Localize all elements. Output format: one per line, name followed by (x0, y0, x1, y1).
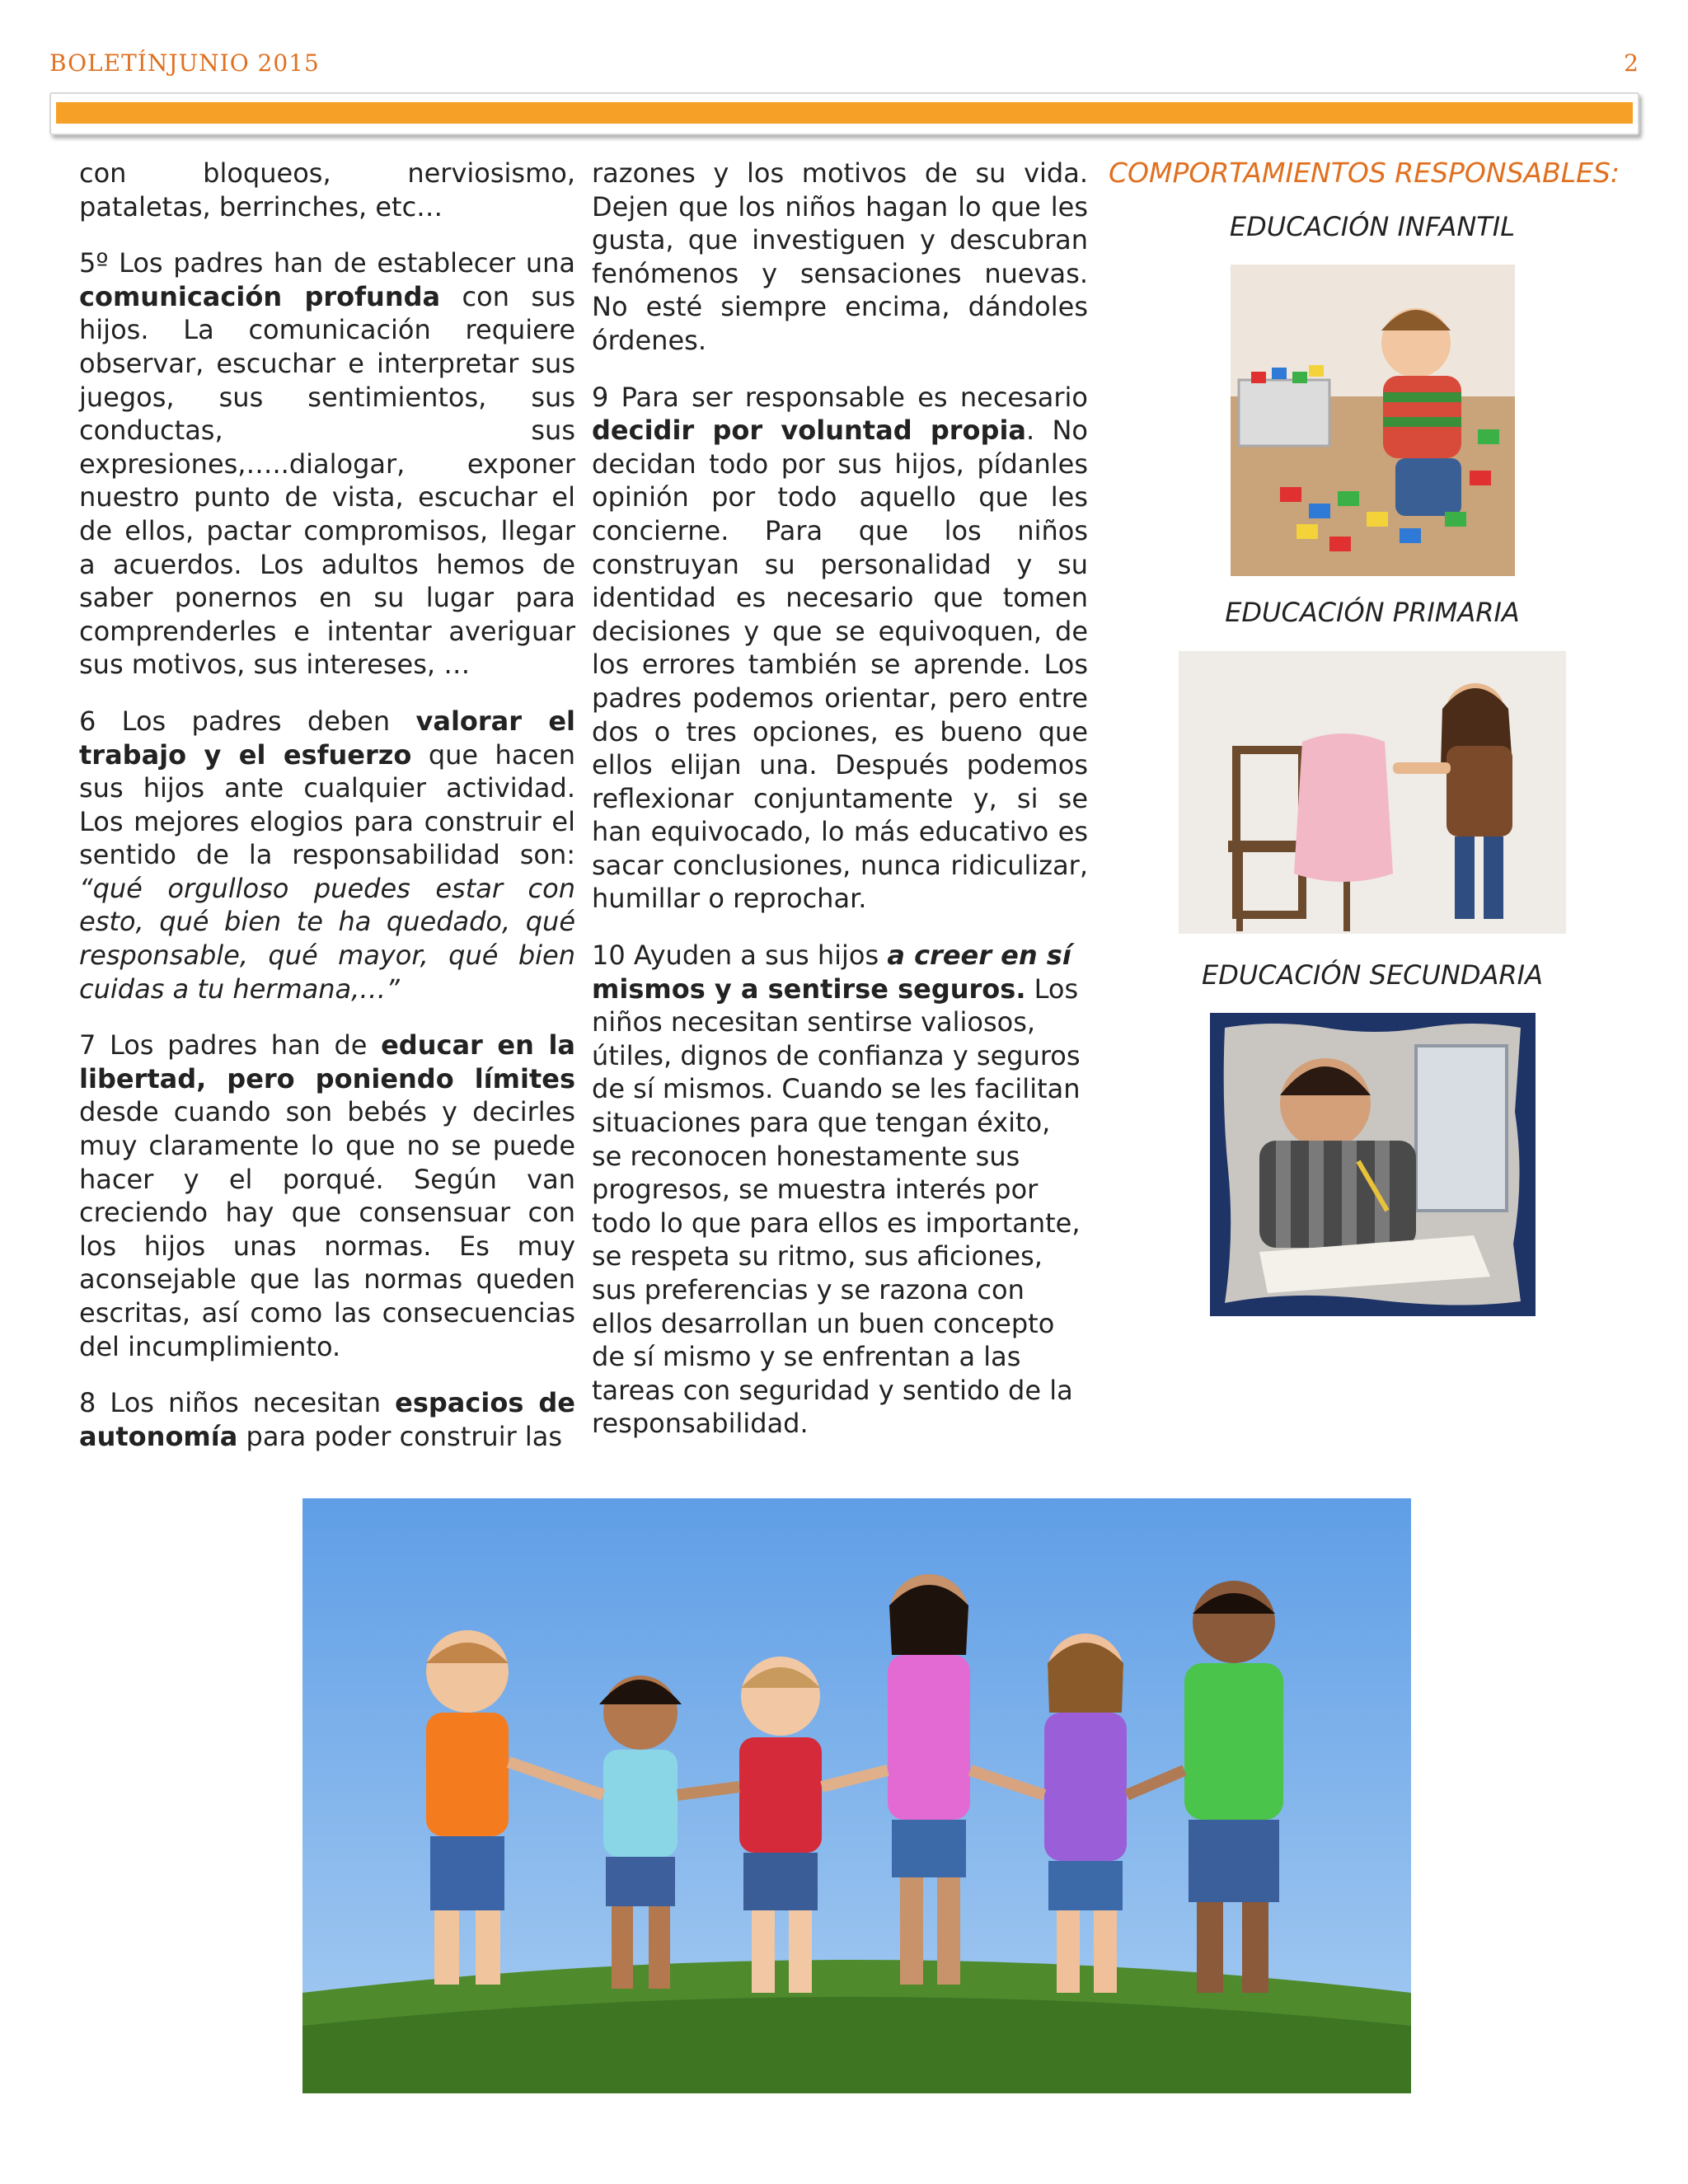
text-column-1 (79, 157, 575, 1476)
photo-child-blocks (1231, 265, 1515, 576)
label-primaria: EDUCACIÓN PRIMARIA (1225, 597, 1520, 629)
photo-children-running (302, 1498, 1411, 2093)
paragraph: 9 Para ser responsable es necesario decidir por voluntad propia. No decidan todo por sus hijos, pídanles opinión por todo aquello que les concierne. Para que los niños construyan su personalidad y su identidad es necesario que tomen decisiones y que se equivoquen, de los errores también se aprende. Los padres podemos orientar, pero entre dos o tres opciones, es bueno que ellos elijan una. Después podemos reflexionar conjuntamente y, si se han equivocado, lo más educativo es sacar conclusiones, nunca ridiculizar, humillar o reprochar. (592, 381, 1089, 915)
text-column-2 (592, 157, 1088, 1464)
header-bar (49, 92, 1639, 135)
paragraph: 7 Los padres han de educar en la libertad, pero poniendo límites desde cuando son bebés y decirles muy claramente lo que no se puede hacer y el porqué. Según van creciendo hay que consensuar con los hijos unas normas. Es muy aconsejable que las normas queden escritas, así como las consecuencias del incumplimiento. (79, 1029, 576, 1362)
paragraph: 6 Los padres deben valorar el trabajo y el esfuerzo que hacen sus hijos ante cualquier actividad. Los mejores elogios para construir el sentido de la responsabilidad son: “qué orgulloso puedes estar con esto, qué bien te ha quedado, qué responsable, qué mayor, qué bien cuidas a tu hermana,…” (79, 705, 576, 1005)
sidebar-title: COMPORTAMIENTOS RESPONSABLES: (1109, 157, 1620, 189)
paragraph: 8 Los niños necesitan espacios de autonomía para poder construir las (79, 1387, 576, 1452)
photo-girl-backpack (1179, 651, 1566, 934)
label-secundaria: EDUCACIÓN SECUNDARIA (1202, 958, 1543, 991)
paragraph: razones y los motivos de su vida. Dejen que los niños hagan lo que les gusta, que investiguen y descubran fenómenos y sensaciones nuevas. No esté siempre encima, dándoles órdenes. (592, 157, 1088, 356)
photo-teen-studying (1210, 1013, 1536, 1316)
paragraph: 5º Los padres han de establecer una comunicación profunda con sus hijos. La comunicación requiere observar, escuchar e interpretar sus juegos, sus sentimientos, sus conductas, sus expresiones,…..dialogar, exponer nuestro punto de vista, escuchar el de ellos, pactar compromisos, llegar a acuerdos. Los adultos hemos de saber ponernos en su lugar para comprenderles e intentar averiguar sus motivos, sus intereses, … (79, 247, 576, 681)
label-infantil: EDUCACIÓN INFANTIL (1229, 210, 1516, 242)
sidebar-column (1109, 157, 1636, 1316)
header-title: BOLETÍNJUNIO 2015 (49, 49, 320, 77)
paragraph: 10 Ayuden a sus hijos a creer en sí mismos y a sentirse seguros. Los niños necesitan sentirse valiosos, útiles, dignos de confianza y seguros de sí mismos. Cuando se les facilitan situaciones para que tengan éxito, se reconocen honestamente sus progresos, se muestra interés por todo lo que para ellos es importante, se respeta su ritmo, sus aficiones, sus preferencias y se razona con ellos desarrollan un buen concepto de sí mismo y se enfrentan a las tareas con seguridad y sentido de la responsabilidad. (592, 940, 1081, 1440)
page-number: 2 (1624, 49, 1639, 77)
paragraph: con bloqueos, nerviosismo, pataletas, berrinches, etc… (79, 157, 575, 223)
header-bar-fill (56, 102, 1633, 124)
